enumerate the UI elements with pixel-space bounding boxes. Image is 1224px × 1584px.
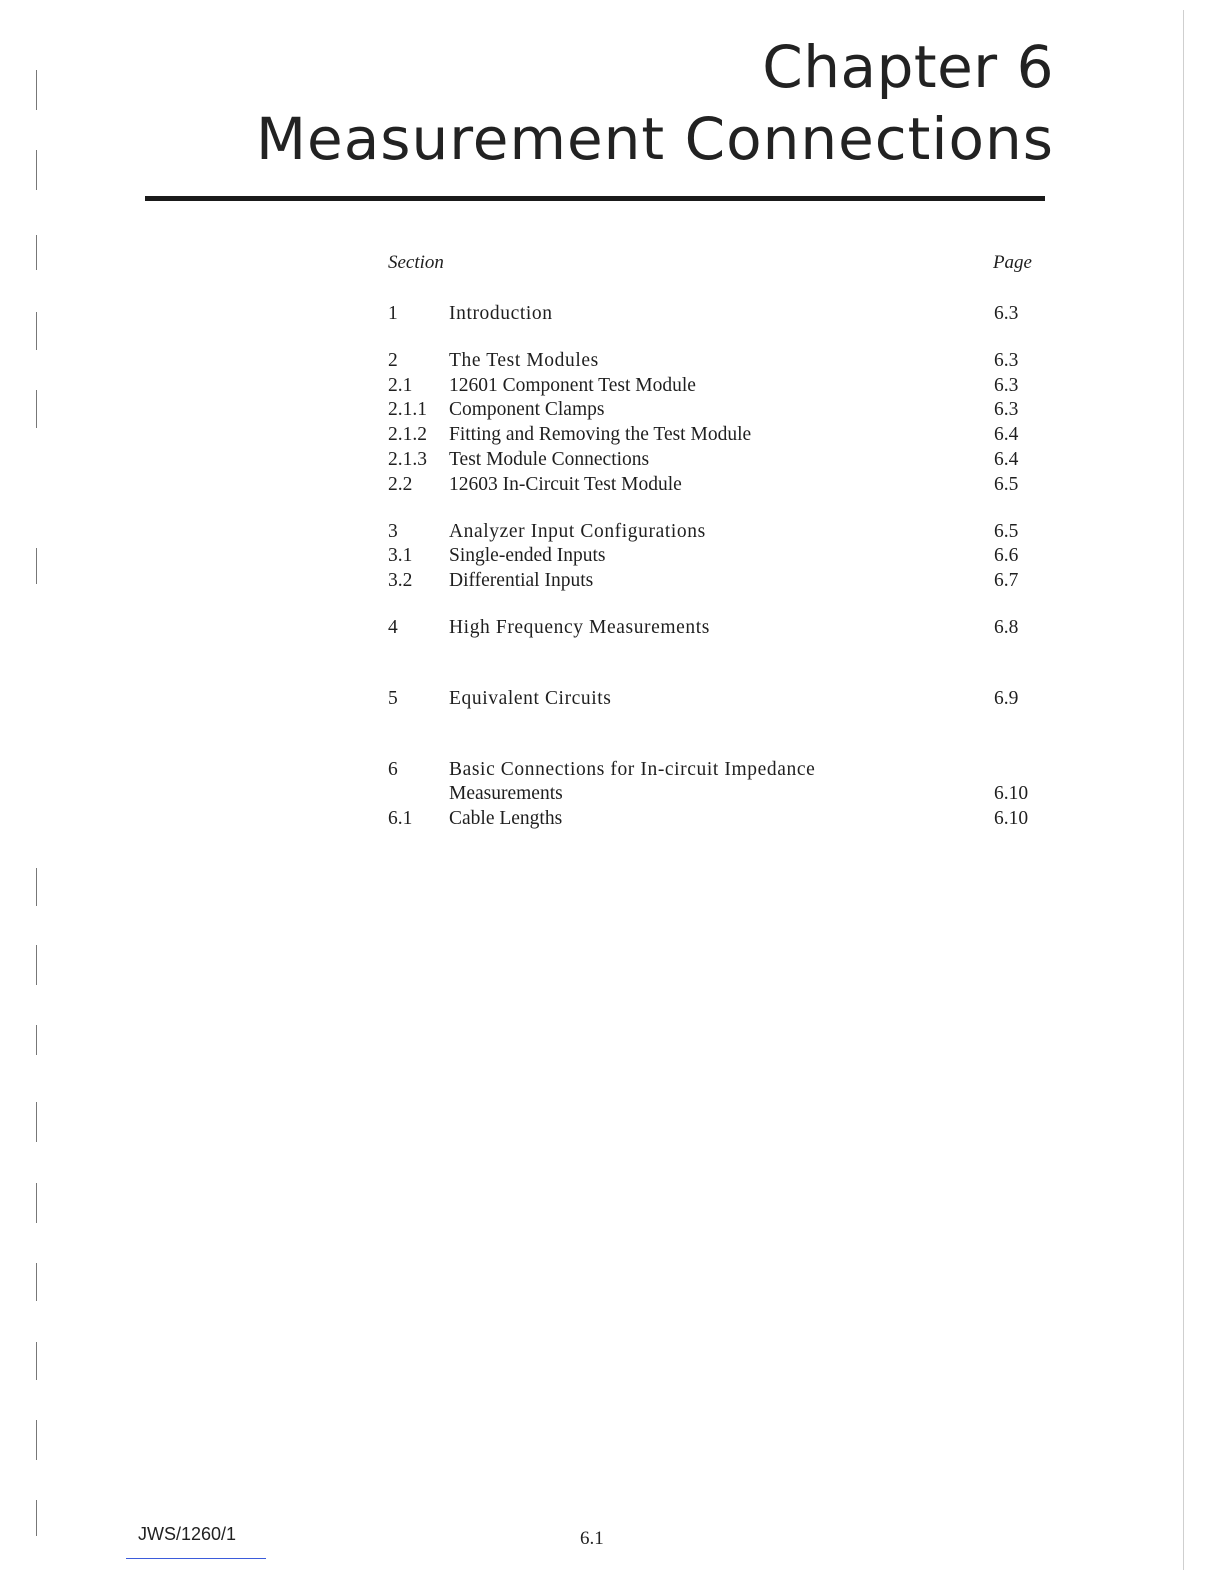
chapter-title: Measurement Connections [255,105,1054,173]
table-of-contents [388,252,1048,832]
toc-entry-title: Equivalent Circuits [449,687,612,709]
toc-entry-page: 6.7 [994,570,1019,592]
toc-entry-title: Fitting and Removing the Test Module [449,424,752,446]
toc-entry-num: 2.1.3 [388,448,427,470]
toc-entry [388,544,1048,569]
toc-entry-num: 3 [388,520,398,542]
toc-entry-page: 6.6 [994,545,1019,567]
scan-margin-mark [36,235,37,270]
toc-entry-page: 6.5 [994,473,1019,495]
toc-entry-title: Introduction [449,303,553,324]
toc-group [388,349,1048,498]
toc-entry-page: 6.10 [994,783,1029,805]
toc-entry-num: 2.1.2 [388,424,427,446]
toc-entry-num: 2 [388,349,398,371]
toc-entry [388,782,1048,807]
toc-entry-num: 5 [388,687,398,709]
toc-entry-page: 6.4 [994,448,1019,470]
scan-margin-mark [36,70,37,110]
toc-entry-page: 6.3 [994,349,1019,371]
toc-entry-title: The Test Modules [449,349,599,371]
toc-header [388,252,1048,280]
toc-entry [388,807,1048,832]
toc-entry [388,448,1048,473]
toc-entry [388,473,1048,498]
toc-entry [388,687,1048,712]
toc-entry-title: Analyzer Input Configurations [449,520,706,542]
toc-entry-title: Basic Connections for In-circuit Impedance [449,758,816,780]
scan-margin-mark [36,1420,37,1460]
toc-entry-page: 6.3 [994,303,1019,324]
scan-margin-mark [36,312,37,350]
toc-entry-num: 6 [388,758,398,780]
toc-entry-num: 3.1 [388,545,413,567]
scan-margin-mark [36,868,37,906]
toc-entry [388,758,1048,783]
toc-entry-title: Cable Lengths [449,808,563,830]
toc-entry [388,520,1048,545]
scan-margin-mark [36,1342,37,1380]
scan-margin-mark [36,1025,37,1055]
toc-entry-page: 6.3 [994,374,1019,396]
toc-entry-title: Test Module Connections [449,448,650,470]
toc-entry-title: High Frequency Measurements [449,616,710,638]
toc-group [388,687,1048,712]
page-column-header: Page [992,252,1032,273]
toc-entry-title: Measurements [449,783,563,805]
toc-entry-title: 12603 In-Circuit Test Module [449,473,682,495]
scan-margin-mark [36,1102,37,1142]
toc-entry-page: 6.3 [994,399,1019,421]
scan-margin-mark [36,1500,37,1536]
toc-entry-num: 2.1.1 [388,399,427,421]
title-rule [145,196,1045,201]
toc-entry [388,374,1048,399]
toc-entry [388,302,1048,327]
toc-entry-num: 4 [388,616,398,638]
toc-entry [388,398,1048,423]
toc-entry-num: 2.1 [388,374,413,396]
scan-margin-mark [36,1263,37,1301]
toc-entry-page: 6.9 [994,687,1019,709]
footer-doc-ref: JWS/1260/1 [138,1524,237,1544]
scan-margin-mark [1183,10,1184,1570]
toc-group [388,520,1048,594]
toc-group [388,616,1048,641]
footer-underline [126,1558,266,1559]
toc-entry-num: 6.1 [388,808,413,830]
toc-entry-title: 12601 Component Test Module [449,374,696,396]
toc-group [388,758,1048,832]
toc-entry [388,423,1048,448]
scan-margin-mark [36,945,37,985]
toc-entry [388,569,1048,594]
scan-margin-mark [36,548,37,584]
toc-entry-page: 6.8 [994,616,1019,638]
toc-entry-num: 3.2 [388,570,413,592]
toc-entry-title: Differential Inputs [449,570,594,592]
toc-entry-page: 6.5 [994,520,1019,542]
chapter-label: Chapter 6 [762,33,1054,101]
toc-group [388,302,1048,327]
toc-entry-title: Component Clamps [449,399,605,421]
section-column-header: Section [388,252,444,273]
scan-margin-mark [36,150,37,190]
toc-entry-page: 6.10 [994,808,1029,830]
toc-entry [388,616,1048,641]
toc-entry-title: Single-ended Inputs [449,545,606,567]
toc-entry-num: 1 [388,303,398,324]
footer-page-number: 6.1 [580,1528,604,1549]
toc-body [388,302,1048,832]
scan-margin-mark [36,390,37,428]
toc-entry-num: 2.2 [388,473,413,495]
toc-entry-page: 6.4 [994,424,1019,446]
toc-entry [388,349,1048,374]
scan-margin-mark [36,1183,37,1223]
